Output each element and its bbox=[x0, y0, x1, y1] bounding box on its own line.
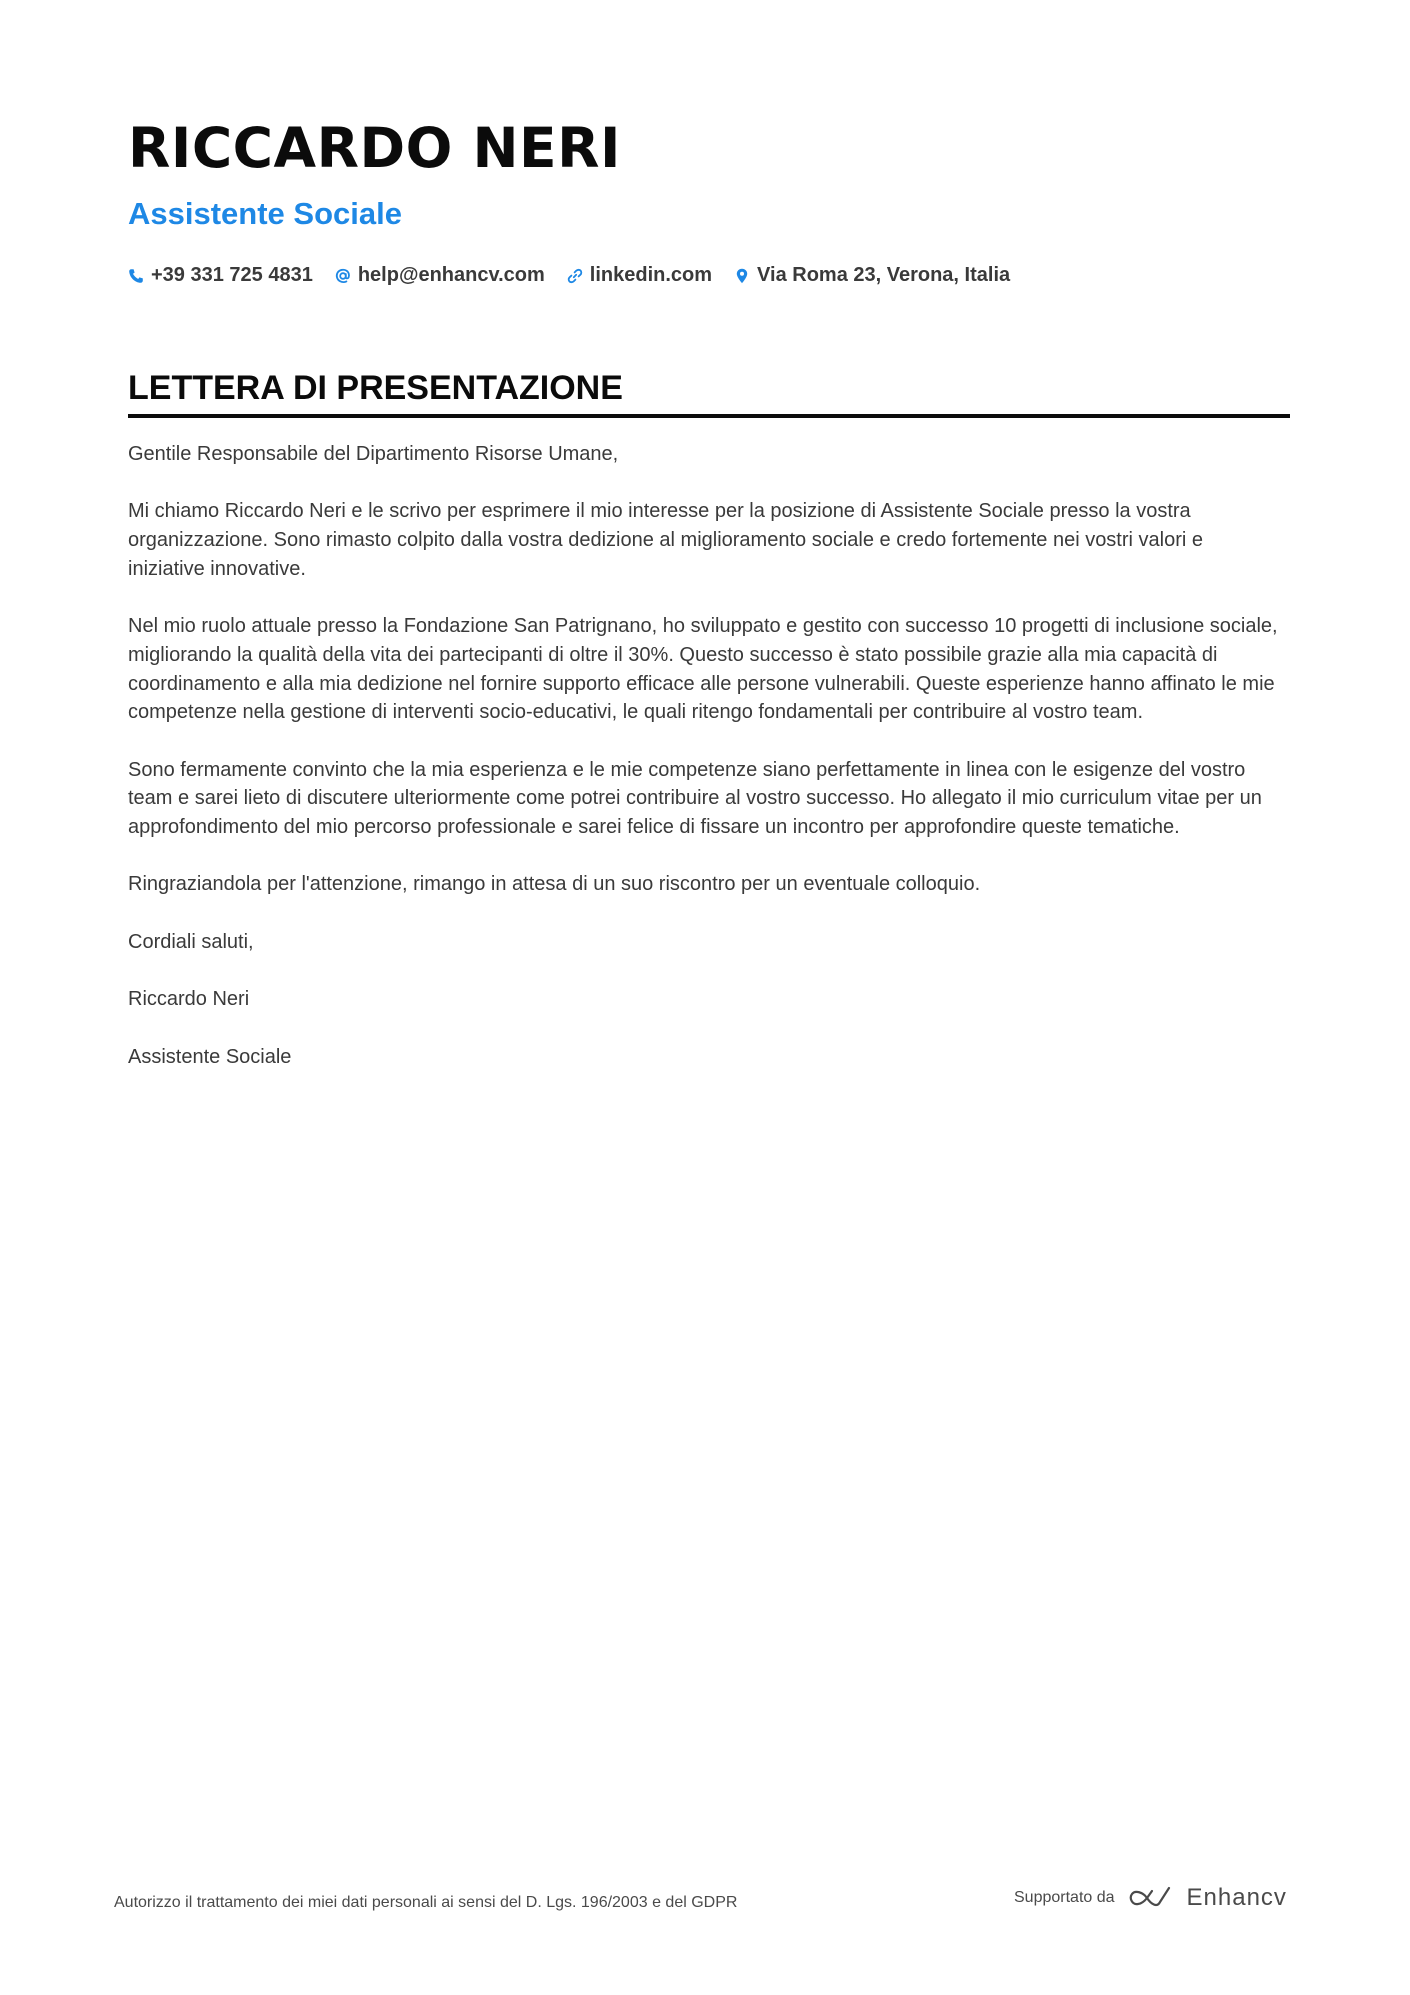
contact-phone[interactable] bbox=[128, 264, 313, 287]
sign-off: Cordiali saluti, bbox=[128, 930, 254, 953]
linkedin-url: linkedin.com bbox=[589, 264, 713, 286]
contact-bar bbox=[128, 264, 1288, 287]
powered-by-label: Supportato da bbox=[1014, 1889, 1115, 1906]
powered-by[interactable] bbox=[1014, 1884, 1287, 1912]
paragraph-intro: Mi chiamo Riccardo Neri e le scrivo per esprimere il mio interesse per la posizione di Assistente Sociale presso la vostra organizzazione. Sono rimasto colpito dalla vostra dedizione al miglioramento sociale e credo fortemente nei vostri valori e iniziative innovative. bbox=[128, 500, 1203, 580]
contact-address bbox=[734, 264, 1010, 287]
paragraph-closing: Ringraziandola per l'attenzione, rimango in attesa di un suo riscontro per un eventuale colloquio. bbox=[128, 873, 981, 896]
salutation: Gentile Responsabile del Dipartimento Risorse Umane, bbox=[128, 443, 619, 465]
candidate-name: RICCARDO NERI bbox=[128, 116, 621, 180]
signature-title: Assistente Sociale bbox=[128, 1045, 292, 1068]
section-title: LETTERA DI PRESENTAZIONE bbox=[128, 366, 1290, 418]
link-icon bbox=[567, 268, 583, 284]
header bbox=[128, 112, 1288, 287]
at-icon bbox=[335, 268, 351, 284]
signature-name: Riccardo Neri bbox=[128, 988, 250, 1011]
phone-icon bbox=[128, 268, 144, 284]
contact-email[interactable] bbox=[335, 264, 545, 287]
contact-linkedin[interactable] bbox=[567, 264, 712, 287]
address: Via Roma 23, Verona, Italia bbox=[757, 264, 1011, 286]
job-title: Assistente Sociale bbox=[128, 196, 402, 231]
privacy-consent: Autorizzo il trattamento dei miei dati personali ai sensi del D. Lgs. 196/2003 e del GDPR bbox=[114, 1894, 738, 1911]
enhancv-logo-icon bbox=[1127, 1884, 1175, 1912]
paragraph-motivation: Sono fermamente convinto che la mia esperienza e le mie competenze siano perfettamente in linea con le esigenze del vostro team e sarei lieto di discutere ulteriormente come potrei contribuire al vostro successo. Ho allegato il mio curriculum vitae per un approfondimento del mio percorso professionale e sarei felice di fissare un incontro per approfondire queste tematiche. bbox=[128, 758, 1262, 839]
email-address: help@enhancv.com bbox=[357, 264, 545, 286]
location-pin-icon bbox=[734, 268, 750, 284]
enhancv-logo-text: Enhancv bbox=[1186, 1884, 1287, 1911]
paragraph-experience: Nel mio ruolo attuale presso la Fondazione San Patrignano, ho sviluppato e gestito con successo 10 progetti di inclusione sociale, migliorando la qualità della vita dei partecipanti di oltre il 30%. Questo successo è stato possibile grazie alla mia capacità di coordinamento e alla mia dedizione nel fornire supporto efficace alle persone vulnerabili. Queste esperienze hanno affinato le mie competenze nella gestione di interventi socio-educativi, le quali ritengo fondamentali per contribuire al vostro team. bbox=[128, 615, 1278, 724]
letter-body bbox=[128, 440, 1278, 1100]
phone-number: +39 331 725 4831 bbox=[151, 264, 313, 286]
